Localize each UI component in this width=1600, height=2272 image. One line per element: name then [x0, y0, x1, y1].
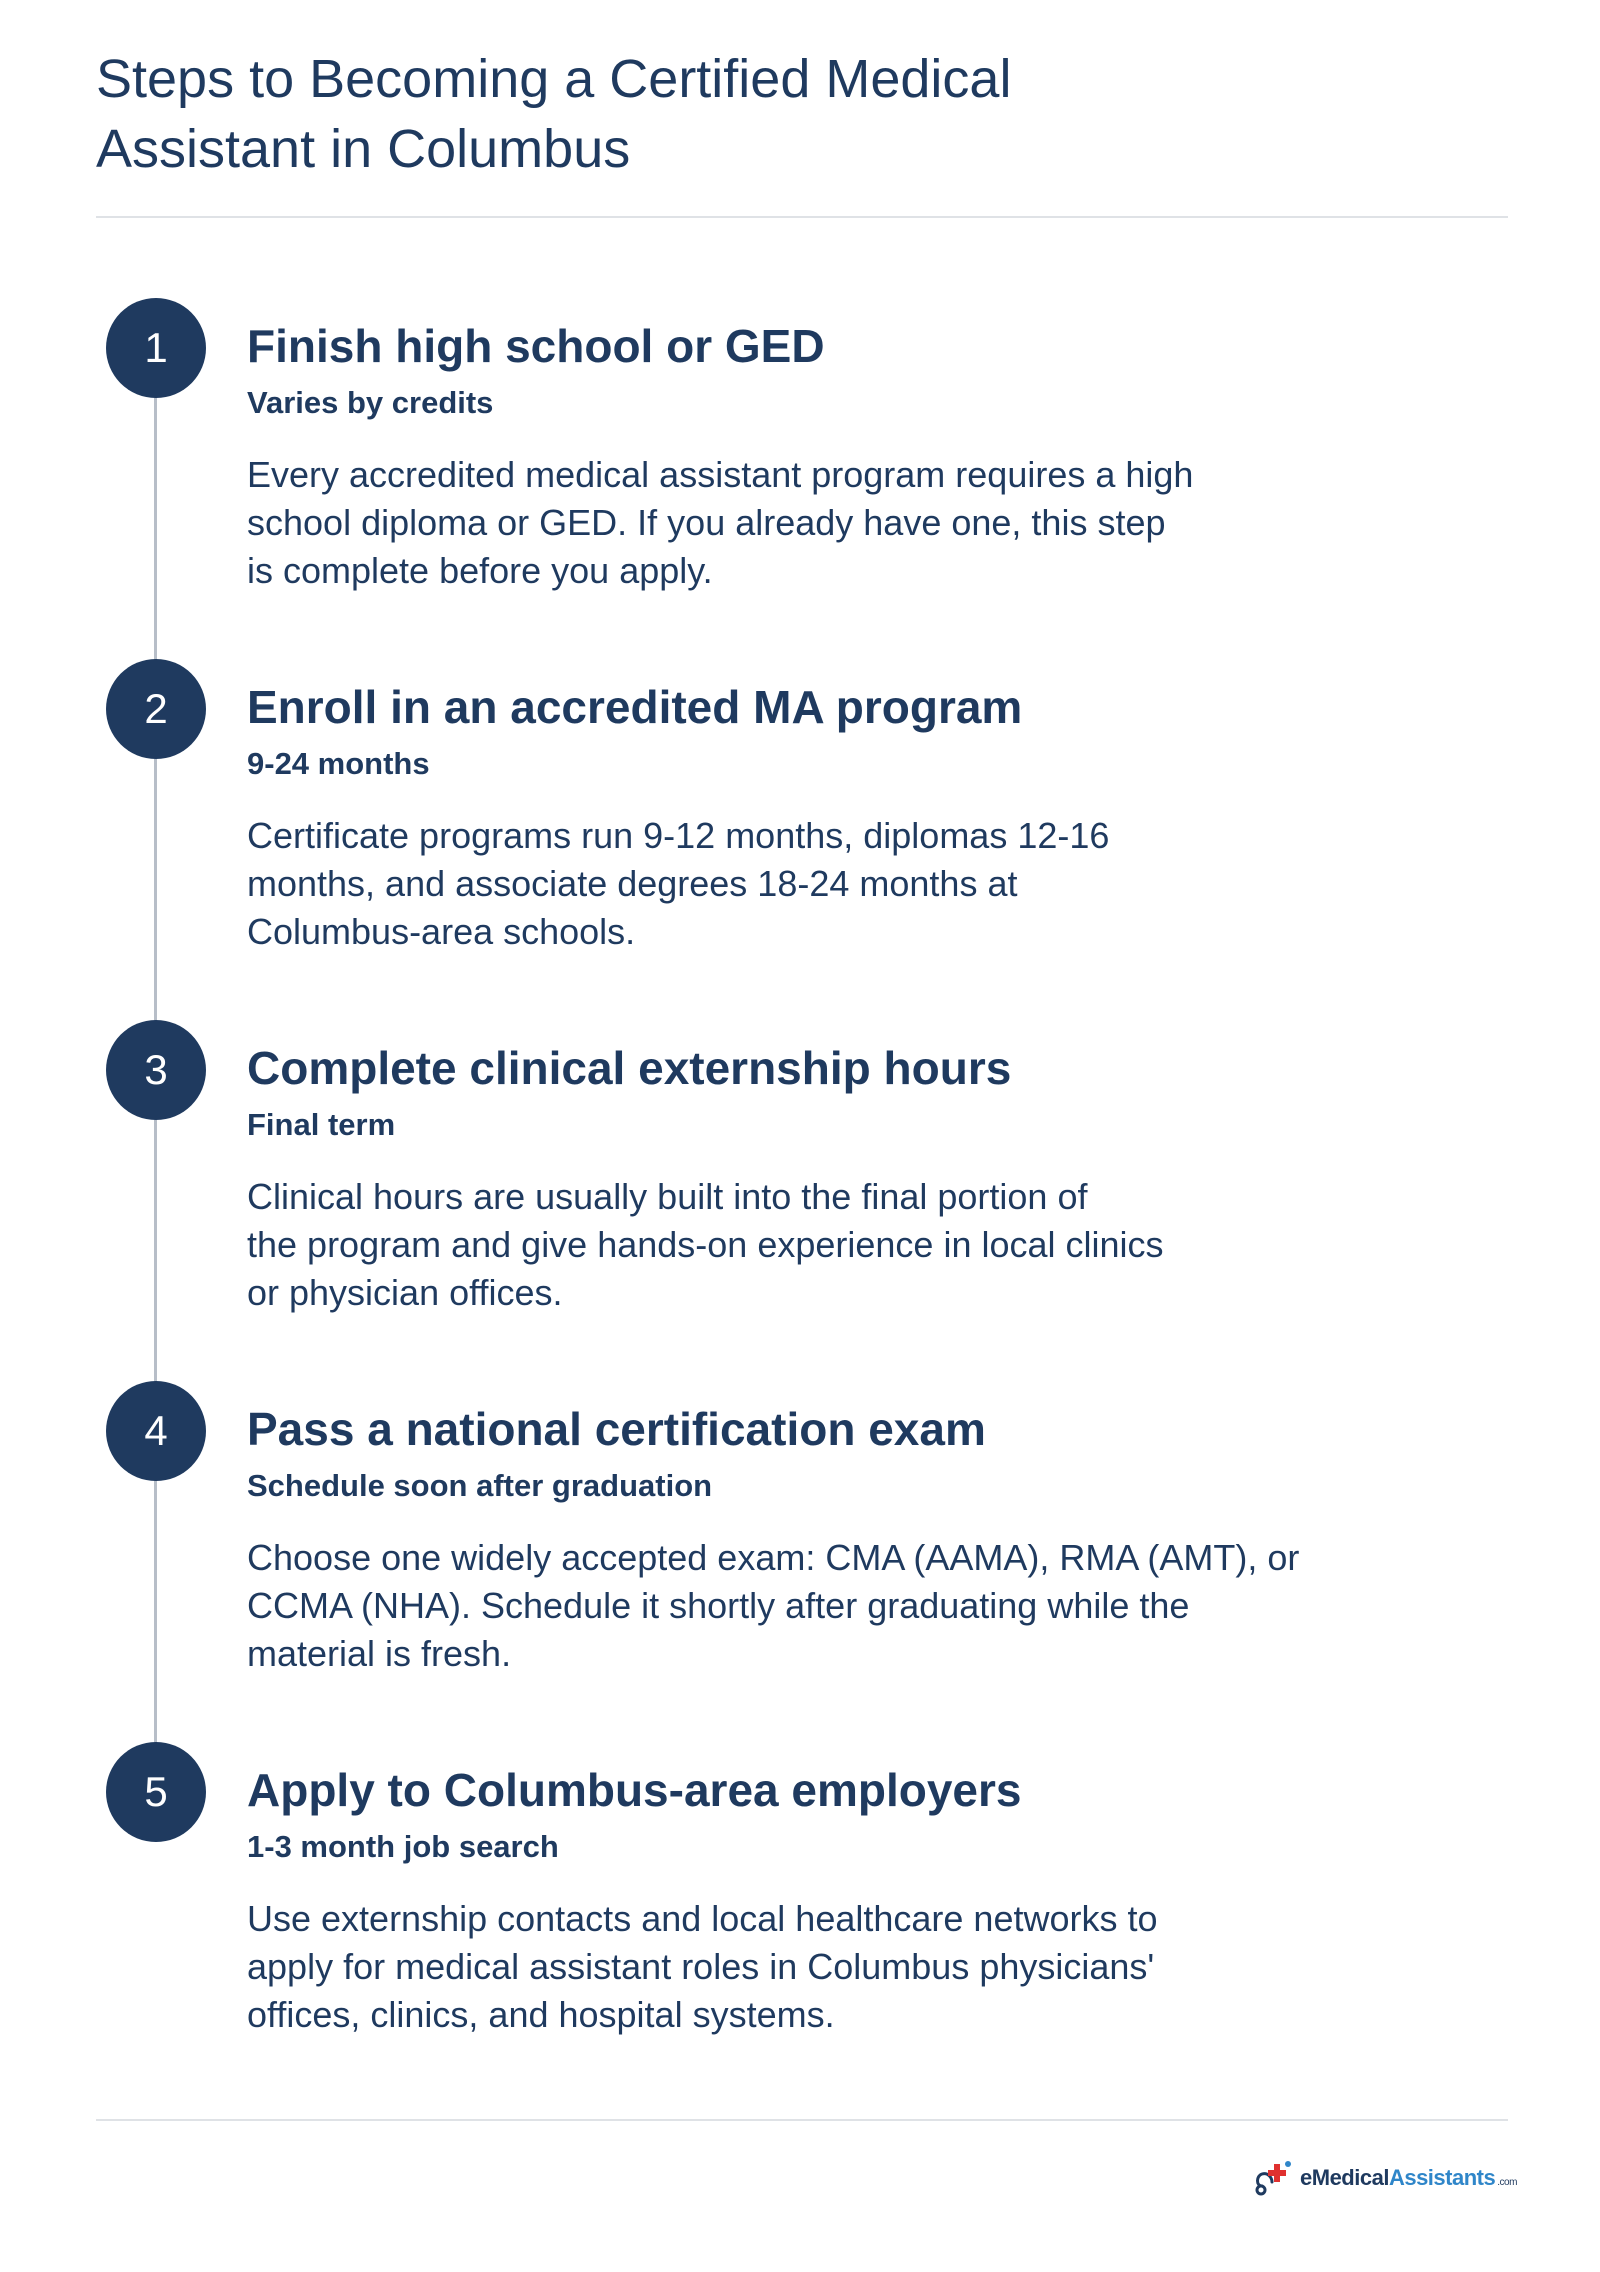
step-description: Every accredited medical assistant program requires a high school diploma or GED. If you already have one, this step is complete before you apply.: [247, 454, 1194, 591]
step-description: Clinical hours are usually built into the final portion of the program and give hands-on experience in local clinics or physician offices.: [247, 1176, 1164, 1313]
step-number-badge: 1: [106, 298, 206, 398]
step-number-badge: 5: [106, 1742, 206, 1842]
step-title: Enroll in an accredited MA program: [247, 681, 1023, 733]
step-duration: Varies by credits: [247, 385, 494, 420]
step-duration: 1-3 month job search: [247, 1829, 559, 1864]
step-title: Finish high school or GED: [247, 320, 825, 372]
step-number-badge: 3: [106, 1020, 206, 1120]
step-duration: Schedule soon after graduation: [247, 1468, 713, 1503]
stethoscope-cross-icon: [1252, 2156, 1296, 2200]
emedicalassistants-logo: [1252, 2156, 1517, 2200]
step-title: Complete clinical externship hours: [247, 1042, 1012, 1094]
step-number-badge: 2: [106, 659, 206, 759]
step-title: Pass a national certification exam: [247, 1403, 986, 1455]
step-description: Certificate programs run 9-12 months, diplomas 12-16 months, and associate degrees 18-24 months at Columbus-area schools.: [247, 815, 1110, 952]
header-divider: [96, 216, 1508, 218]
step-duration: Final term: [247, 1107, 396, 1142]
page-title: Steps to Becoming a Certified Medical Assistant in Columbus: [96, 49, 1012, 179]
step-number-badge: 4: [106, 1381, 206, 1481]
step-description: Choose one widely accepted exam: CMA (AAMA), RMA (AMT), or CCMA (NHA). Schedule it shortly after graduating while the material is fresh.: [247, 1537, 1300, 1674]
footer-divider: [96, 2119, 1508, 2121]
logo-wordmark: eMedicalAssistants .com: [1300, 2165, 1517, 2190]
step-duration: 9-24 months: [247, 746, 430, 781]
step-title: Apply to Columbus-area employers: [247, 1764, 1022, 1816]
step-description: Use externship contacts and local healthcare networks to apply for medical assistant roles in Columbus physicians' offices, clinics, and hospital systems.: [247, 1898, 1158, 2035]
